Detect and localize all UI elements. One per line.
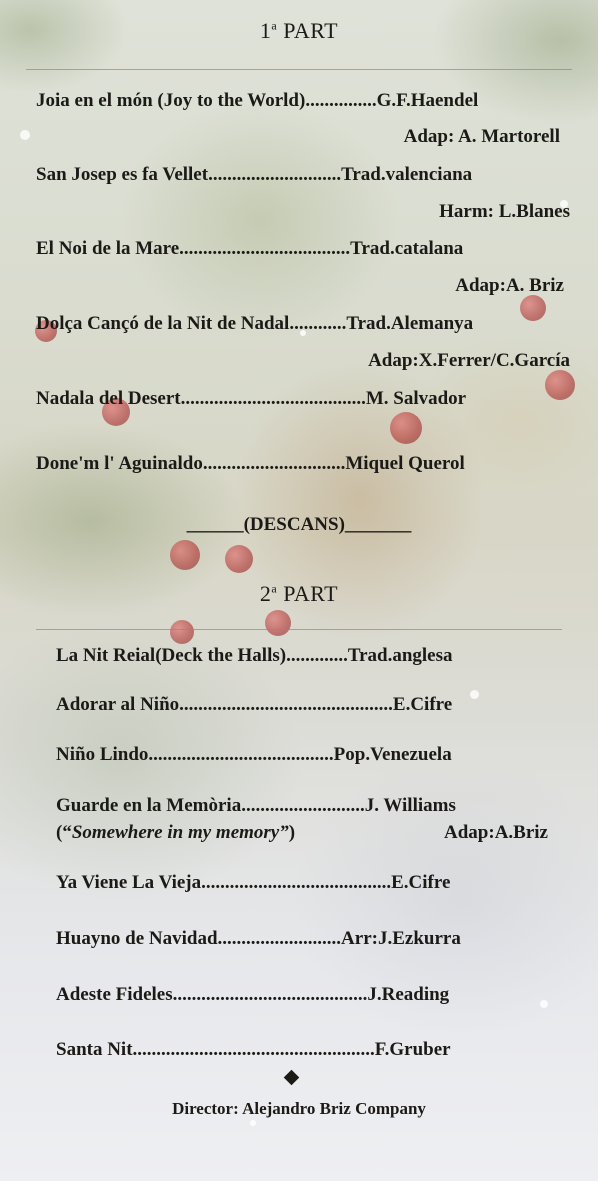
part2-title-superscript: a — [271, 581, 278, 596]
part1-title-number: 1 — [259, 18, 272, 43]
program-item: La Nit Reial(Deck the Halls).............Trad.anglesa — [56, 645, 453, 666]
part2-title-word: PART — [283, 581, 339, 606]
program-item: Joia en el món (Joy to the World)...............G.F.Haendel — [36, 90, 479, 111]
program-item-credit: Adap:A. Briz — [455, 275, 564, 296]
program-item: Adorar al Niño.............................................E.Cifre — [56, 694, 453, 715]
program-item: Guarde en la Memòria..........................J. Williams — [56, 795, 456, 816]
part1-title-superscript: a — [271, 18, 278, 33]
program-item-credit: Harm: L.Blanes — [439, 201, 570, 222]
subtitle-italic: Somewhere in my memory” — [71, 822, 289, 843]
program-item-credit: Adap:X.Ferrer/C.García — [368, 350, 570, 371]
part2-title-number: 2 — [259, 581, 272, 606]
subtitle-close: ) — [288, 822, 296, 843]
interval-label: ______(DESCANS)_______ — [186, 514, 412, 535]
director-credit: Director: Alejandro Briz Company — [172, 1099, 426, 1118]
program-item: Niño Lindo.......................................Pop.Venezuela — [56, 744, 452, 765]
program-item: Nadala del Desert.......................................M. Salvador — [36, 388, 467, 409]
subtitle-open: (“ — [56, 822, 72, 843]
program-item: Ya Viene La Vieja........................................E.Cifre — [56, 872, 451, 893]
program-item: Huayno de Navidad..........................Arr:J.Ezkurra — [56, 928, 461, 949]
program-item-credit: Adap: A. Martorell — [403, 126, 560, 147]
diamond-ornament-icon — [284, 1070, 300, 1086]
part2-title — [0, 581, 598, 607]
program-item: Dolça Cançó de la Nit de Nadal............Trad.Alemanya — [36, 313, 474, 334]
part1-title — [0, 18, 598, 44]
program-item: Adeste Fideles.........................................J.Reading — [56, 984, 450, 1005]
part1-title-word: PART — [283, 18, 339, 43]
part1-divider — [26, 69, 572, 70]
part2-divider — [36, 629, 562, 630]
program-item: San Josep es fa Vellet............................Trad.valenciana — [36, 164, 473, 185]
program-item: Santa Nit...................................................F.Gruber — [56, 1039, 451, 1060]
program-item: Done'm l' Aguinaldo..............................Miquel Querol — [36, 453, 465, 474]
program-item: El Noi de la Mare....................................Trad.catalana — [36, 238, 464, 259]
program-item-credit: Adap:A.Briz — [444, 822, 548, 843]
program-item-subtitle — [56, 821, 295, 845]
